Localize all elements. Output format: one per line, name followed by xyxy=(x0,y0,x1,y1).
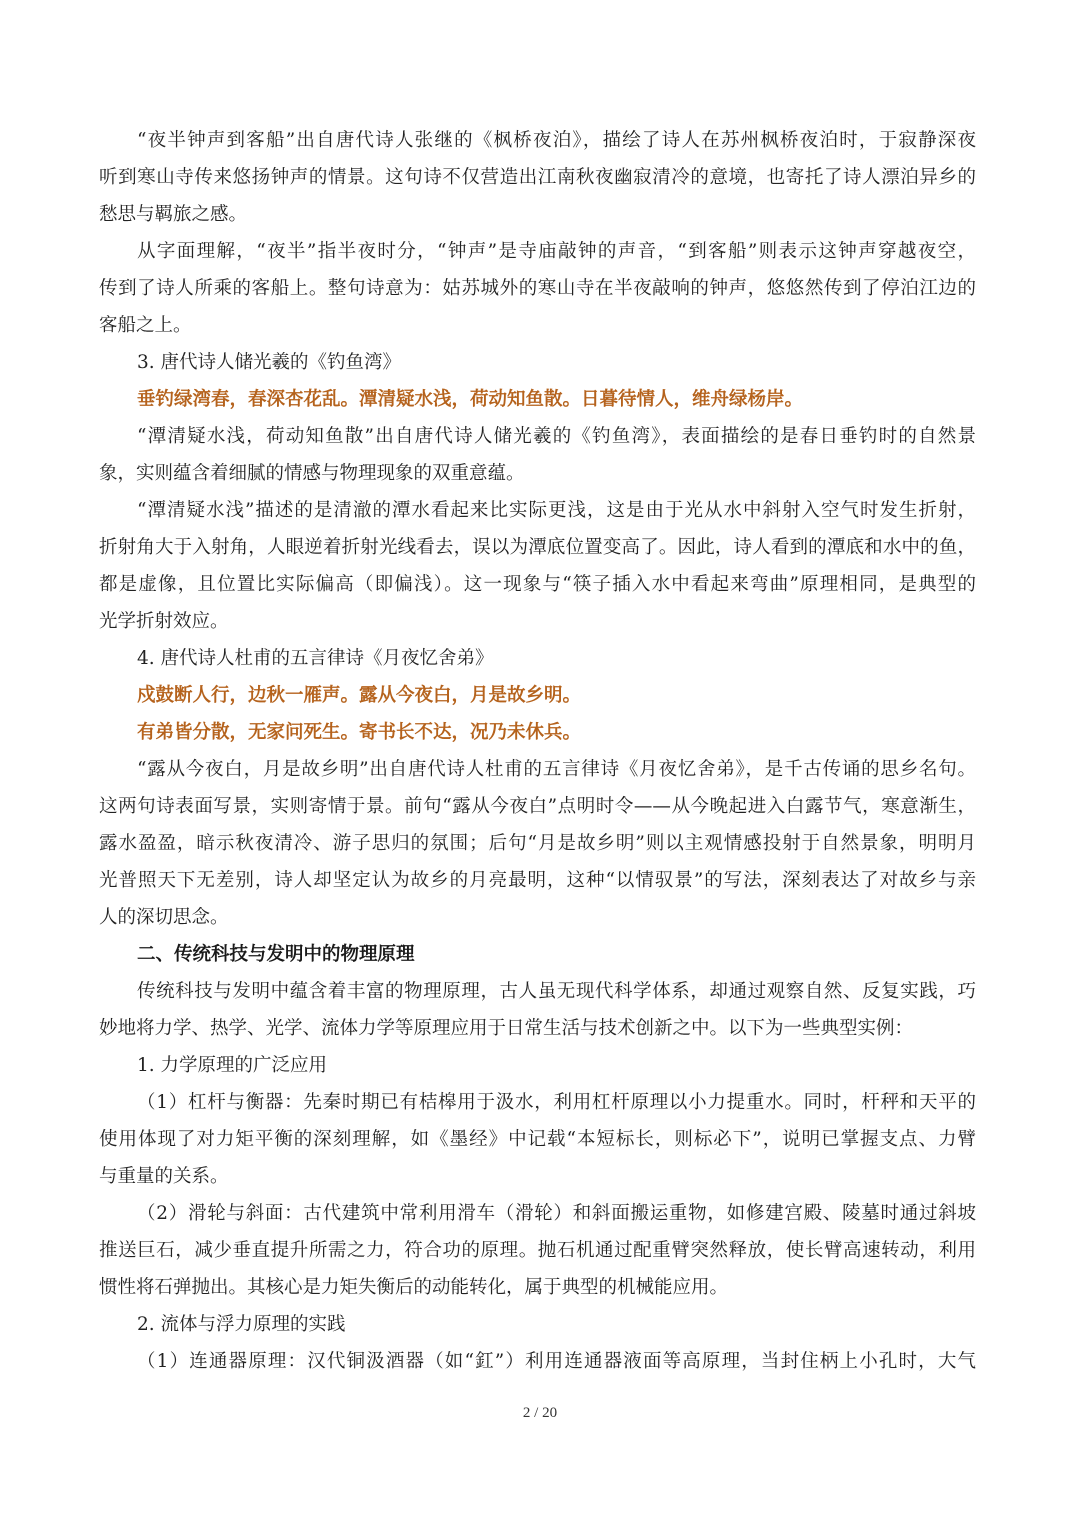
text-line: 3. 唐代诗人储光羲的《钓鱼湾》 xyxy=(137,352,402,373)
text-line: （2）滑轮与斜面：古代建筑中常利用滑车（滑轮）和斜面搬运重物，如修建宫殿、陵墓时通过斜坡 xyxy=(137,1203,976,1224)
text-line: 推送巨石，减少垂直提升所需之力，符合功的原理。抛石机通过配重臂突然释放，使长臂高速转动，利用 xyxy=(99,1240,976,1261)
text-line: 4. 唐代诗人杜甫的五言律诗《月夜忆舍弟》 xyxy=(137,648,494,669)
text-line: （1）杠杆与衡器：先秦时期已有桔槔用于汲水，利用杠杆原理以小力提重水。同时，杆秤和天平的 xyxy=(137,1092,976,1113)
text-line: “潭清疑水浅，荷动知鱼散”出自唐代诗人储光羲的《钓鱼湾》，表面描绘的是春日垂钓时的自然景 xyxy=(137,426,976,447)
text-line: 光学折射效应。 xyxy=(99,611,229,632)
text-line: “夜半钟声到客船”出自唐代诗人张继的《枫桥夜泊》，描绘了诗人在苏州枫桥夜泊时，于寂静深夜 xyxy=(137,130,976,151)
text-line: 人的深切思念。 xyxy=(99,907,229,928)
text-line: 都是虚像，且位置比实际偏高（即偏浅）。这一现象与“筷子插入水中看起来弯曲”原理相同，是典型的 xyxy=(99,574,976,595)
text-line: 2. 流体与浮力原理的实践 xyxy=(137,1314,346,1335)
text-line: “潭清疑水浅”描述的是清澈的潭水看起来比实际更浅，这是由于光从水中斜射入空气时发生折射， xyxy=(137,500,976,521)
text-line: 折射角大于入射角，人眼逆着折射光线看去，误以为潭底位置变高了。因此，诗人看到的潭底和水中的鱼， xyxy=(99,537,976,558)
text-line: 妙地将力学、热学、光学、流体力学等原理应用于日常生活与技术创新之中。以下为一些典型实例： xyxy=(99,1018,914,1039)
text-line: 客船之上。 xyxy=(99,315,192,336)
text-line: 惯性将石弹抛出。其核心是力矩失衡后的动能转化，属于典型的机械能应用。 xyxy=(99,1277,729,1298)
page-number: 2 / 20 xyxy=(522,1405,558,1421)
poem-line: 戍鼓断人行，边秋一雁声。露从今夜白，月是故乡明。 xyxy=(137,685,582,706)
text-line: “露从今夜白，月是故乡明”出自唐代诗人杜甫的五言律诗《月夜忆舍弟》，是千古传诵的思乡名句。 xyxy=(137,759,976,780)
text-line: 从字面理解，“夜半”指半夜时分，“钟声”是寺庙敲钟的声音，“到客船”则表示这钟声穿越夜空， xyxy=(137,241,976,262)
text-line: 露水盈盈，暗示秋夜清冷、游子思归的氛围；后句“月是故乡明”则以主观情感投射于自然景象，明明月 xyxy=(99,833,976,854)
document-body xyxy=(99,122,976,1380)
text-line: 与重量的关系。 xyxy=(99,1166,229,1187)
text-line: 传统科技与发明中蕴含着丰富的物理原理，古人虽无现代科学体系，却通过观察自然、反复实践，巧 xyxy=(137,981,976,1002)
text-line: 光普照天下无差别，诗人却坚定认为故乡的月亮最明，这种“以情驭景”的写法，深刻表达了对故乡与亲 xyxy=(99,870,976,891)
poem-line: 垂钓绿湾春，春深杏花乱。潭清疑水浅，荷动知鱼散。日暮待情人，维舟绿杨岸。 xyxy=(137,389,804,410)
text-line: 传到了诗人所乘的客船上。整句诗意为：姑苏城外的寒山寺在半夜敲响的钟声，悠悠然传到了停泊江边的 xyxy=(99,278,976,299)
text-line: 象，实则蕴含着细腻的情感与物理现象的双重意蕴。 xyxy=(99,463,525,484)
text-line: 这两句诗表面写景，实则寄情于景。前句“露从今夜白”点明时令——从今晚起进入白露节气，寒意渐生， xyxy=(99,796,976,817)
poem-line: 有弟皆分散，无家问死生。寄书长不达，况乃未休兵。 xyxy=(137,722,582,743)
text-line: （1）连通器原理：汉代铜汲酒器（如“釭”）利用连通器液面等高原理，当封住柄上小孔时，大气 xyxy=(137,1351,976,1372)
text-line: 愁思与羁旅之感。 xyxy=(99,204,248,225)
section-heading: 二、传统科技与发明中的物理原理 xyxy=(137,944,415,965)
text-line: 使用体现了对力矩平衡的深刻理解，如《墨经》中记载“本短标长，则标必下”，说明已掌握支点、力臂 xyxy=(99,1129,976,1150)
text-line: 1. 力学原理的广泛应用 xyxy=(137,1055,328,1076)
text-line: 听到寒山寺传来悠扬钟声的情景。这句诗不仅营造出江南秋夜幽寂清冷的意境，也寄托了诗人漂泊异乡的 xyxy=(99,167,976,188)
